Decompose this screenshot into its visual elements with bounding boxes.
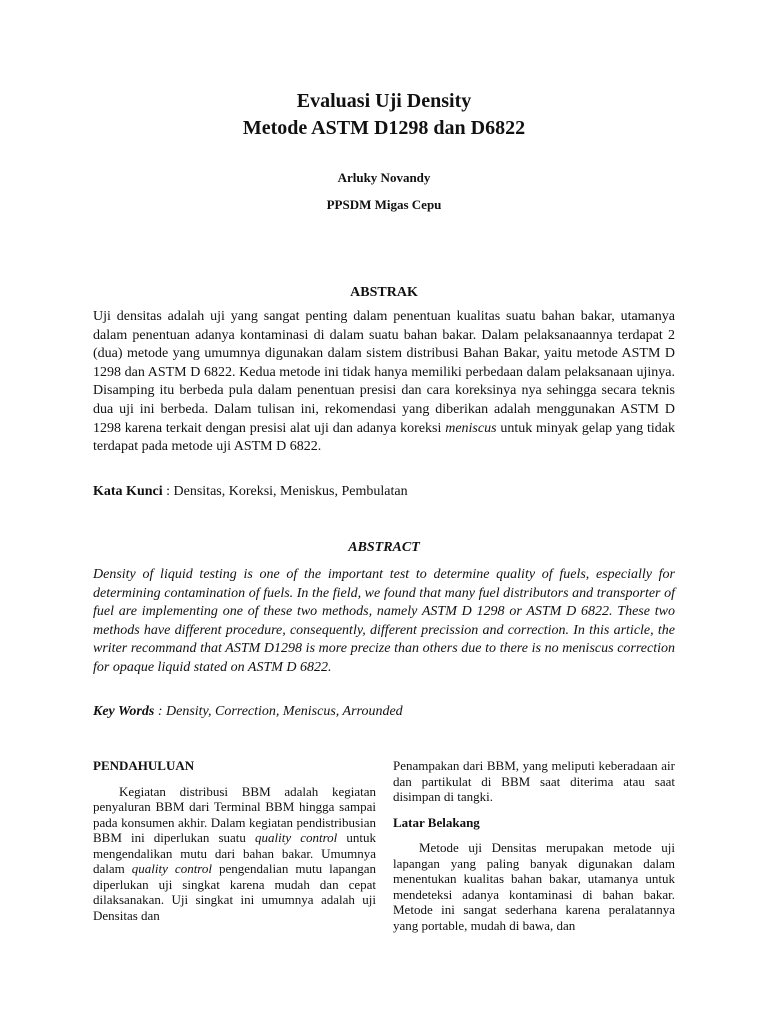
- latar-belakang-heading: Latar Belakang: [393, 814, 480, 830]
- abstrak-text-part-1: Uji densitas adalah uji yang sangat penting dalam penentuan kualitas suatu bahan bakar, utamanya dalam penentuan adanya kontaminasi di dalam suatu bahan bakar. Dalam pelaksanaannya terdapat 2 (dua) metode yang umumnya digunakan dalam sistem distribusi Bahan Bakar, yaitu metode ASTM D 1298 dan ASTM D 6822. Kedua metode ini tidak hanya memiliki perbedaan dalam pelaksanaan ujinya. Disamping itu berbeda pula dalam penentuan presisi dan cara koreksinya nya sehingga secara teknis dua uji ini berbeda. Dalam tulisan ini, rekomendasi yang diberikan adalah menggunakan ASTM D 1298 karena terkait dengan presisi alat uji dan adanya koreksi: [93, 309, 675, 436]
- latar-belakang-paragraph: Metode uji Densitas merupakan metode uji lapangan yang paling banyak digunakan dalam menentukan kualitas bahan bakar, utamanya untuk mendeteksi adanya kontaminasi di bahan bakar. Metode ini sangat sederhana karena peralatannya yang portable, mudah di bawa, dan: [393, 840, 675, 933]
- kata-kunci-label: Kata Kunci: [93, 484, 163, 499]
- right-column: [393, 758, 675, 933]
- abstrak-text-part-2: untuk minyak gelap yang tidak terdapat pada metode uji ASTM D 6822.: [93, 420, 675, 455]
- pendahuluan-text-2: untuk mengendalikan mutu dari bahan bakar. Umumnya dalam: [93, 830, 376, 876]
- paper-title-line-2: Metode ASTM D1298 dan D6822: [242, 117, 526, 139]
- pendahuluan-paragraph: [93, 784, 376, 924]
- author-name: Arluky Novandy: [337, 170, 431, 185]
- author-affiliation: PPSDM Migas Cepu: [326, 197, 442, 212]
- abstract-text: Density of liquid testing is one of the important test to determine quality of fuels, especially for determining contamination of fuels. In the field, we found that many fuel distributors and transporter of fuel are implementing one of these two methods, namely ASTM D 1298 or ASTM D 6822. These two methods have different procedure, consequently, different precission and correction. In this article, the writer recommand that ASTM D1298 is more precize than others due to there is no meniscus correction for opaque liquid stated on ASTM D 6822.: [93, 567, 675, 675]
- pendahuluan-text-3: pengendalian mutu lapangan diperlukan uji singkat karena mudah dan cepat dilaksanakan. Uji singkat ini umumnya adalah uji Densitas dan: [93, 861, 377, 923]
- abstrak-italic-term: meniscus: [445, 420, 497, 436]
- abstract-heading: ABSTRACT: [348, 540, 420, 555]
- kata-kunci: [93, 484, 675, 500]
- pendahuluan-italic-2: quality control: [131, 861, 212, 876]
- pendahuluan-heading: PENDAHULUAN: [93, 758, 195, 773]
- kata-kunci-value: : Densitas, Koreksi, Meniskus, Pembulatan: [162, 484, 408, 499]
- key-words-value: : Density, Correction, Meniscus, Arrounded: [154, 704, 403, 719]
- left-column: [93, 758, 376, 923]
- continuation-paragraph: Penampakan dari BBM, yang meliputi keberadaan air dan partikulat di BBM saat diterima atau saat disimpan di tangki.: [393, 758, 675, 804]
- pendahuluan-italic-1: quality control: [255, 830, 338, 845]
- key-words-label: Key Words: [93, 704, 155, 719]
- key-words: [93, 704, 675, 720]
- abstrak-text: [93, 308, 675, 457]
- pendahuluan-text-1: Kegiatan distribusi BBM adalah kegiatan penyaluran BBM dari Terminal BBM hingga sampai pada konsumen akhir. Dalam kegiatan pendistribusian BBM ini diperlukan suatu: [93, 783, 376, 845]
- paper-title-line-1: Evaluasi Uji Density: [296, 90, 472, 112]
- abstrak-heading: ABSTRAK: [350, 285, 418, 300]
